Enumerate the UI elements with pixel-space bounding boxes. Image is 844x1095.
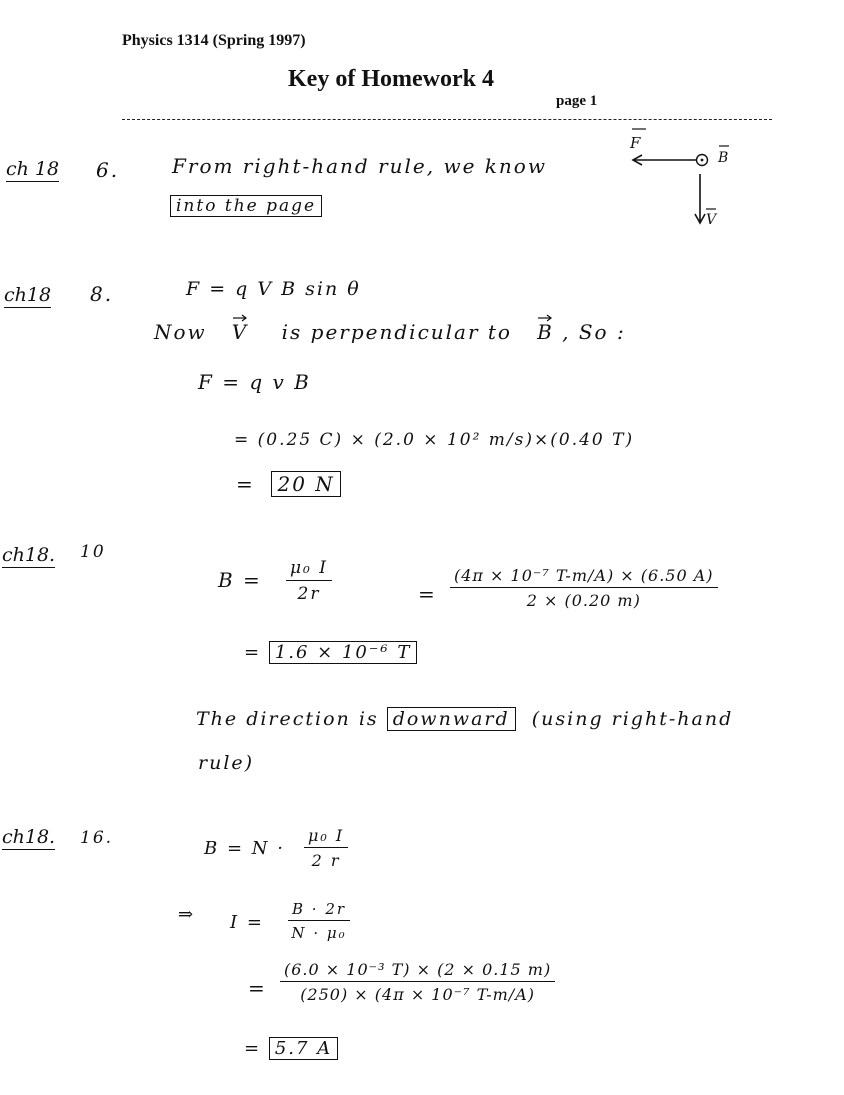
- page-title: Key of Homework 4: [288, 66, 494, 92]
- page-number: page 1: [556, 93, 598, 109]
- problem-16-equals: =: [248, 976, 267, 1000]
- diagram-label-f: F: [630, 134, 643, 152]
- problem-8-statement: Now V is perpendicular to B , So :: [154, 320, 626, 344]
- problem-16-result: = 5.7 A: [244, 1038, 338, 1059]
- problem-10-number: 10: [80, 542, 106, 562]
- problem-16-fraction-1: $\frac{\text{μ₀ I}}{2 r}$: [304, 826, 348, 870]
- problem-8-result: = 20 N: [236, 472, 341, 496]
- problem-10-result: = 1.6 × 10⁻⁶ T: [244, 642, 417, 663]
- problem-8-answer: 20 N: [271, 471, 340, 497]
- problem-6-number: 6.: [96, 158, 120, 182]
- problem-10-direction: The direction is downward (using right-hand: [196, 708, 734, 730]
- problem-16-fraction-3: $\frac{\text{(6.0 × 10⁻³ T) × (2 × 0.15 m)}}{\text{(250) × (4π × 10⁻⁷ T-m/A)}}$: [280, 960, 555, 1004]
- problem-6-answer: into the page: [170, 196, 322, 216]
- problem-16-chapter: ch18.: [2, 826, 56, 848]
- problem-10-direction-answer: downward: [387, 707, 516, 731]
- problem-8-equation-1: F = q V B sin θ: [186, 278, 361, 300]
- problem-10-fraction-1: $\frac{\text{μ₀ I}}{2r}$: [286, 558, 332, 604]
- problem-16-fraction-2: $\frac{B \cdot 2r}{\text{N · μ₀}}$: [288, 900, 350, 942]
- problem-8-equation-3: = (0.25 C) × (2.0 × 10² m/s)×(0.40 T): [234, 430, 635, 450]
- problem-16-answer: 5.7 A: [269, 1037, 338, 1060]
- problem-16-lhs: B = N ·: [204, 838, 285, 859]
- problem-16-lhs-2: I =: [230, 912, 264, 933]
- problem-10-direction-cont: rule): [198, 752, 255, 774]
- course-title: Physics 1314 (Spring 1997): [122, 32, 306, 49]
- problem-8-number: 8.: [90, 282, 114, 306]
- implies-symbol: ⇒: [178, 904, 196, 925]
- problem-10-lhs: B =: [218, 568, 262, 592]
- problem-16-number: 16.: [80, 828, 114, 848]
- problem-10-equals: =: [418, 582, 437, 606]
- problem-6-chapter: ch 18: [6, 158, 60, 180]
- problem-10-fraction-2: $\frac{\text{(4π × 10⁻⁷ T-m/A) × (6.50 A)}}{2 \times (0.20 m)}$: [450, 566, 718, 610]
- diagram-label-b: B: [718, 150, 731, 166]
- problem-10-chapter: ch18.: [2, 544, 56, 566]
- problem-10-answer: 1.6 × 10⁻⁶ T: [269, 641, 418, 664]
- header-divider: [122, 119, 772, 120]
- problem-8-equation-2: F = q v B: [198, 370, 311, 394]
- problem-6-statement: From right-hand rule, we know: [172, 154, 547, 178]
- diagram-label-v: V: [706, 212, 719, 228]
- problem-8-chapter: ch18: [4, 284, 52, 306]
